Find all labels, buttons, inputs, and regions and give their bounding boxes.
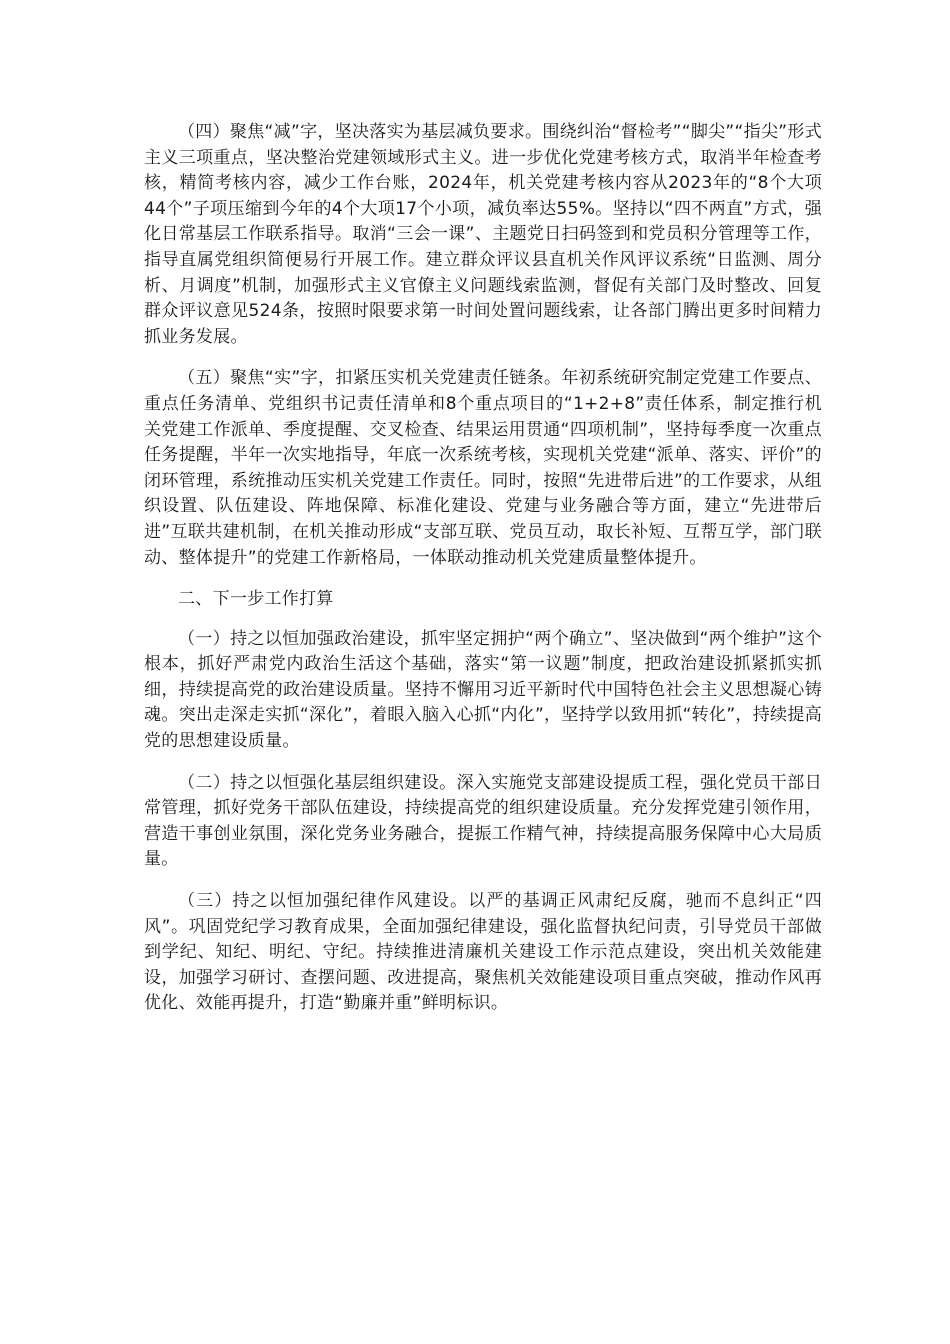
paragraph-responsibility-chain: （五）聚焦“实”字，扣紧压实机关党建责任链条。年初系统研究制定党建工作要点、重点任务清单、党组织书记责任清单和8个重点项目的“1+2+8”责任体系，制定推行机关党建工作派单、季度提醒、交叉检查、结果运用贯通“四项机制”，坚持每季度一次重点任务提醒，半年一次实地指导，年底一次系统考核，实现机关党建“派单、落实、评价”的闭环管理，系统推动压实机关党建工作责任。同时，按照“先进带后进”的工作要求，从组织设置、队伍建设、阵地保障、标准化建设、党建与业务融合等方面，建立“先进带后进”互联共建机制，在机关推动形成“支部互联、党员互动，取长补短、互帮互学，部门联动、整体提升”的党建工作新格局，一体联动推动机关党建质量整体提升。 xyxy=(144,368,822,568)
paragraph-plan-discipline: （三）持之以恒加强纪律作风建设。以严的基调正风肃纪反腐，驰而不息纠正“四风”。巩固党纪学习教育成果，全面加强纪律建设，强化监督执纪问责，引导党员干部做到学纪、知纪、明纪、守纪。持续推进清廉机关建设工作示范点建设，突出机关效能建设，加强学习研讨、查摆问题、改进提高，聚焦机关效能建设项目重点突破，推动作风再优化、效能再提升，打造“勤廉并重”鲜明标识。 xyxy=(144,891,822,1014)
paragraph-reduce-burden: （四）聚焦“减”字，坚决落实为基层减负要求。围绕纠治“督检考”“脚尖”“指尖”形式主义三项重点，坚决整治党建领域形式主义。进一步优化党建考核方式，取消半年检查考核，精简考核内容，减少工作台账，2024年，机关党建考核内容从2023年的“8个大项44个”子项压缩到今年的4个大项17个小项，减负率达55%。坚持以“四不两直”方式，强化日常基层工作联系指导。取消“三会一课”、主题党日扫码签到和党员积分管理等工作，指导直属党组织简便易行开展工作。建立群众评议县直机关作风评议系统“日监测、周分析、月调度”机制，加强形式主义官僚主义问题线索监测，督促有关部门及时整改、回复群众评议意见524条，按照时限要求第一时间处置问题线索，让各部门腾出更多时间精力抓业务发展。 xyxy=(144,122,822,347)
section-heading-next-steps: 二、下一步工作打算 xyxy=(178,589,334,610)
paragraph-plan-political: （一）持之以恒加强政治建设，抓牢坚定拥护“两个确立”、坚决做到“两个维护”这个根本，抓好严肃党内政治生活这个基础，落实“第一议题”制度，把政治建设抓紧抓实抓细，持续提高党的政治建设质量。坚持不懈用习近平新时代中国特色社会主义思想凝心铸魂。突出走深走实抓“深化”，着眼入脑入心抓“内化”，坚持学以致用抓“转化”，持续提高党的思想建设质量。 xyxy=(144,628,822,752)
paragraph-plan-organization: （二）持之以恒强化基层组织建设。深入实施党支部建设提质工程，强化党员干部日常管理，抓好党务干部队伍建设，持续提高党的组织建设质量。充分发挥党建引领作用，营造干事创业氛围，深化党务业务融合，提振工作精气神，持续提高服务保障中心大局质量。 xyxy=(144,772,822,870)
